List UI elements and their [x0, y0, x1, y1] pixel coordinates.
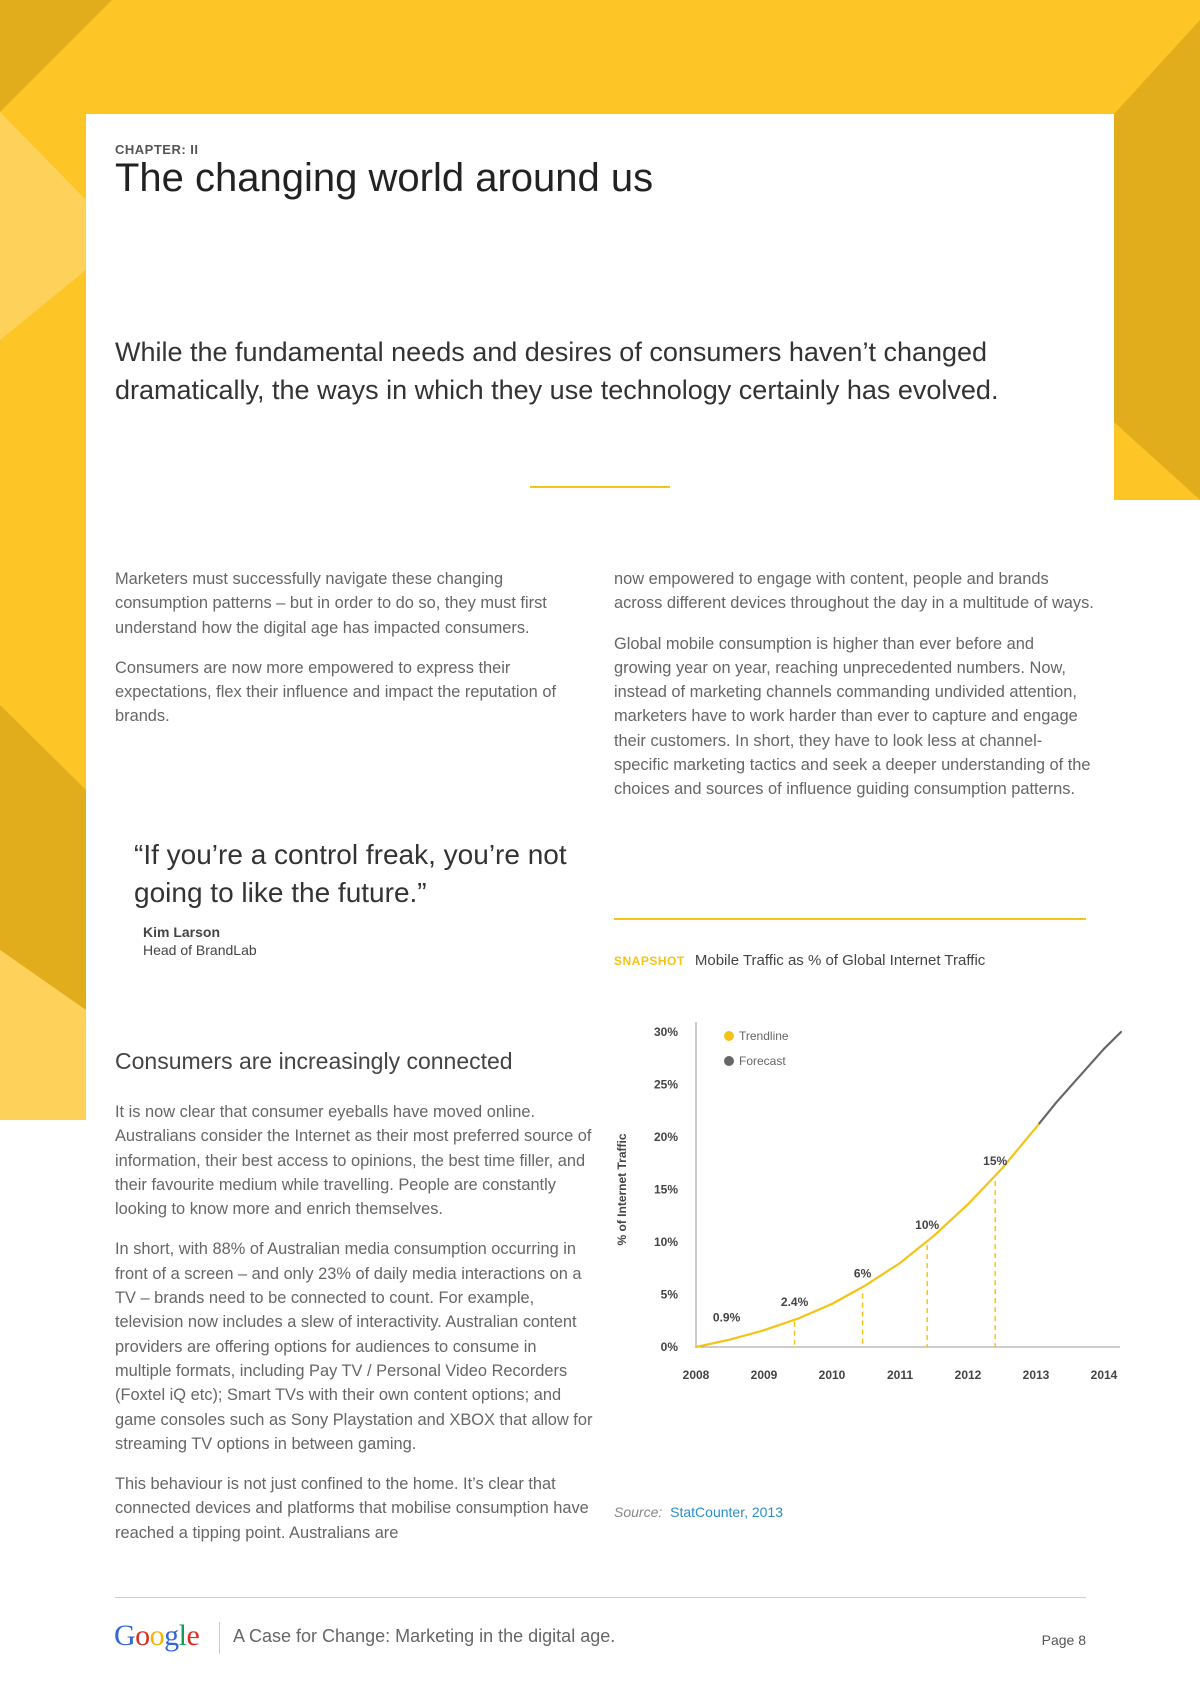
paragraph: now empowered to engage with content, people and brands across different devices throughout the day in a multitude of ways.	[614, 570, 1094, 613]
data-label: 2.4%	[780, 1294, 809, 1309]
x-tick-label: 2012	[954, 1368, 982, 1382]
logo-letter: l	[178, 1619, 187, 1652]
source-label: Source:	[614, 1504, 663, 1520]
y-tick-label: 25%	[653, 1077, 678, 1092]
logo-letter: e	[186, 1619, 200, 1652]
intro-divider	[530, 486, 670, 488]
x-tick-label: 2010	[818, 1368, 846, 1382]
data-label: 6%	[853, 1266, 872, 1281]
logo-letter: o	[149, 1619, 165, 1652]
y-tick-label: 5%	[660, 1287, 678, 1302]
paragraph: It is now clear that consumer eyeballs have moved online. Australians consider the Internet as their most preferred source of information, their best access to opinions, the best time filler, and their favourite medium while travelling. People are constantly looking to know more and enrich themselves.	[115, 1103, 592, 1219]
series-line-forecast	[1039, 1032, 1121, 1123]
paragraph: Consumers are now more empowered to express their expectations, flex their influence and impact the reputation of brands.	[115, 658, 556, 726]
page-title: The changing world around us	[115, 156, 654, 200]
legend-label: Forecast	[739, 1054, 786, 1068]
body-column-right-top	[614, 567, 1094, 818]
chart-divider	[614, 918, 1086, 920]
source-link[interactable]: StatCounter, 2013	[670, 1504, 784, 1520]
snapshot-header	[614, 952, 985, 969]
chart-source	[614, 1504, 783, 1520]
footer-divider	[115, 1597, 1086, 1598]
y-tick-label: 30%	[653, 1025, 678, 1039]
x-tick-label: 2009	[750, 1368, 778, 1382]
data-label: 15%	[983, 1154, 1008, 1169]
intro-text: While the fundamental needs and desires of consumers haven’t changed dramatically, the ways in which they use technology certainly has evolved.	[115, 337, 999, 405]
mobile-traffic-chart	[600, 1010, 1140, 1470]
legend-swatch	[724, 1031, 734, 1041]
section-heading: Consumers are increasingly connected	[115, 1048, 513, 1074]
pull-quote: “If you’re a control freak, you’re not going to like the future.”	[134, 839, 567, 908]
paragraph: Global mobile consumption is higher than ever before and growing year on year, reaching unprecedented numbers. Now, instead of marketing channels commanding undivided attention, marketers have to work harder than ever to capture and engage their customers. In short, they have to look less at channel-specific marketing tactics and seek a deeper understanding of the choices and sources of influence guiding consumption patterns.	[614, 634, 1091, 799]
body-column-left-top	[115, 567, 595, 745]
footer-separator	[219, 1622, 220, 1654]
snapshot-title: Mobile Traffic as % of Global Internet Traffic	[694, 952, 986, 969]
y-tick-label: 10%	[653, 1235, 678, 1249]
quote-author: Kim Larson	[143, 924, 221, 940]
legend-swatch	[724, 1056, 734, 1066]
paragraph: Marketers must successfully navigate these changing consumption patterns – but in order to do so, they must first understand how the digital age has impacted consumers.	[115, 570, 547, 637]
x-tick-label: 2014	[1090, 1368, 1118, 1382]
data-label: 0.9%	[712, 1310, 741, 1325]
quote-role: Head of BrandLab	[143, 942, 257, 958]
logo-letter: g	[164, 1619, 179, 1652]
footer-title: A Case for Change: Marketing in the digital age.	[233, 1626, 616, 1646]
x-tick-label: 2008	[682, 1368, 710, 1382]
body-column-left-bottom	[115, 1100, 595, 1561]
x-tick-label: 2013	[1022, 1368, 1050, 1382]
y-axis-label: % of Internet Traffic	[615, 1133, 629, 1246]
data-label: 10%	[915, 1218, 940, 1233]
paragraph: This behaviour is not just confined to the home. It’s clear that connected devices and platforms that mobilise consumption have reached a tipping point. Australians are	[115, 1475, 589, 1542]
y-tick-label: 20%	[653, 1130, 678, 1144]
x-tick-label: 2011	[886, 1368, 914, 1382]
page-number: Page 8	[1041, 1632, 1086, 1648]
google-logo	[114, 1619, 199, 1653]
snapshot-tag: SNAPSHOT	[614, 954, 685, 968]
logo-letter: o	[135, 1619, 150, 1652]
chapter-label: CHAPTER: II	[115, 142, 199, 157]
paragraph: In short, with 88% of Australian media consumption occurring in front of a screen – and only 23% of daily media interactions on a TV – brands need to be connected to count. For example, television now includes a slew of interactivity. Australian content providers are offering options for audiences to consume in multiple formats, including Pay TV / Personal Video Recorders (Foxtel iQ etc); Smart TVs with their own content options; and game consoles such as Sony Playstation and XBOX that allow for streaming TV options in between gaming.	[115, 1240, 593, 1453]
y-tick-label: 15%	[653, 1182, 678, 1197]
logo-letter: G	[114, 1619, 136, 1652]
legend-label: Trendline	[739, 1029, 789, 1043]
y-tick-label: 0%	[660, 1340, 678, 1354]
